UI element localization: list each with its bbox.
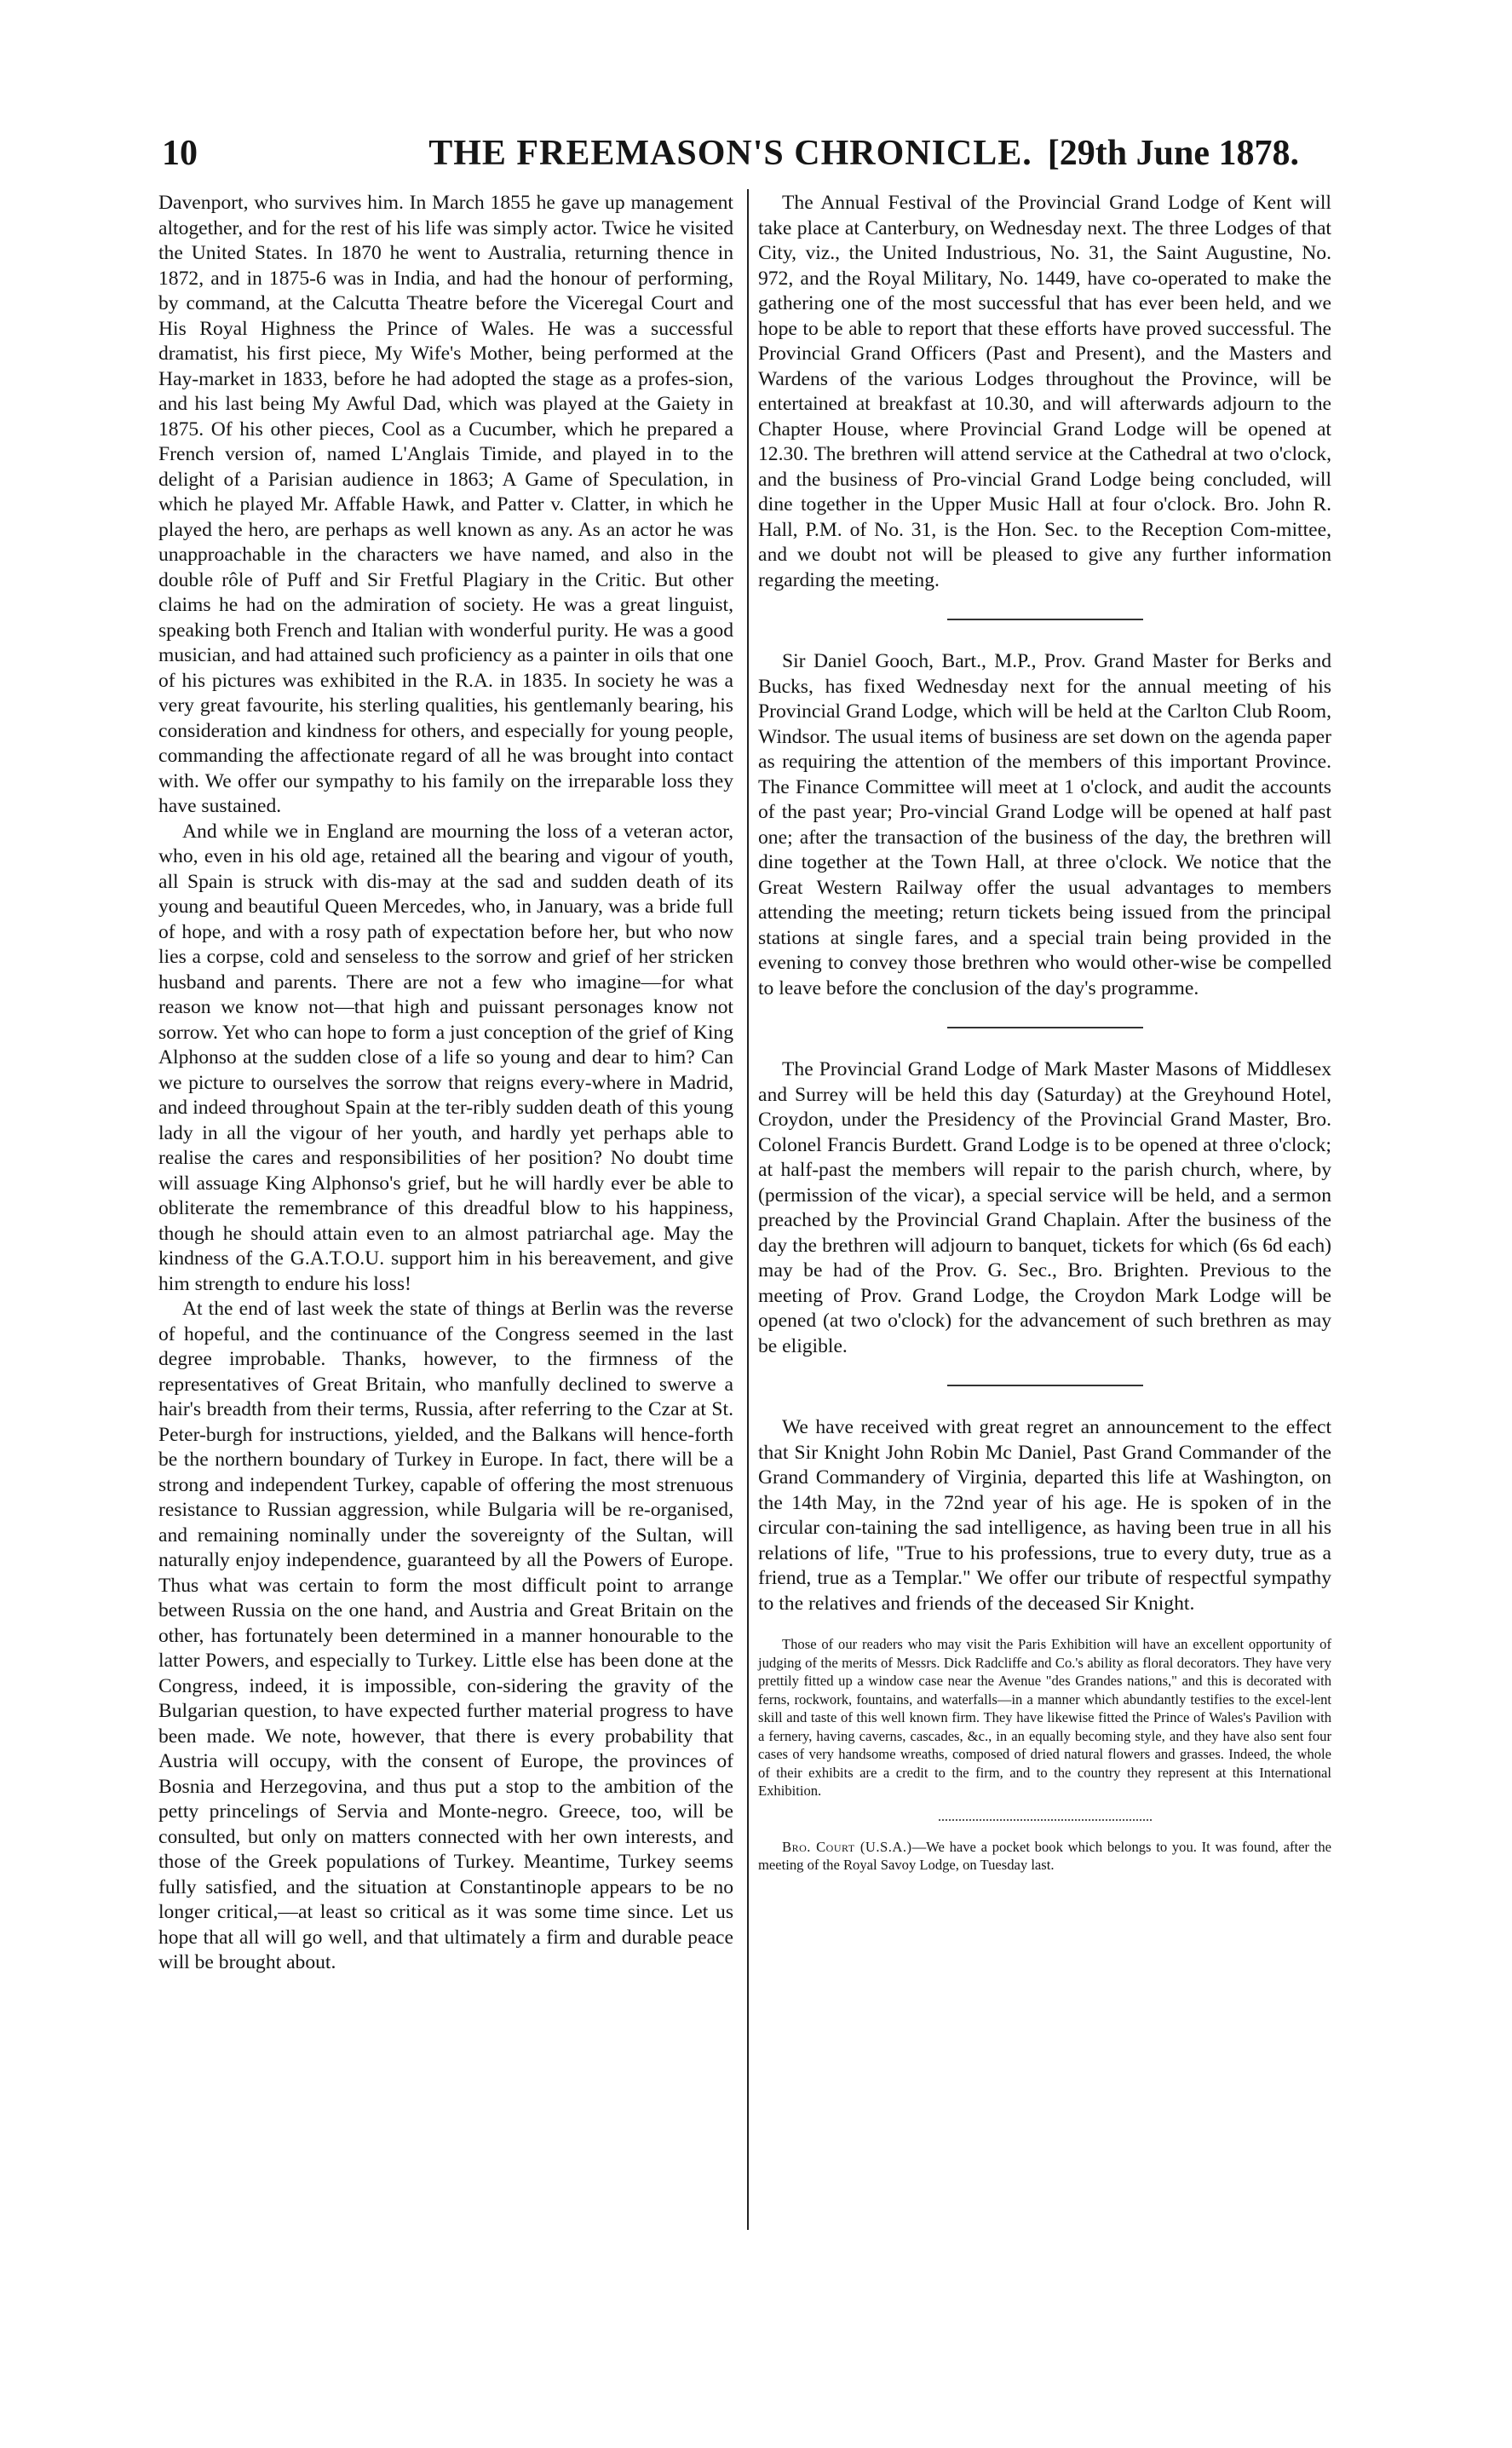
left-column [158,191,733,1976]
article-paragraph: And while we in England are mourning the loss of a veteran actor, who, even in his old age, retained all the bearing and vigour of youth, all Spain is struck with dis-may at the sad and sudden death of its young and beautiful Queen Mercedes, who, in January, was a bride full of hope, and with a rosy path of expectation before her, but who now lies a corpse, cold and senseless to the sorrow and grief of her stricken husband and parents. There are not a few who imagine—for what reason we know not—that high and puissant personages know not sorrow. Yet who can hope to form a just conception of the grief of King Alphonso at the sudden close of a life so young and dear to him? Can we picture to ourselves the sorrow that reigns every-where in Madrid, and indeed throughout Spain at the ter-ribly sudden death of this young lady in all the vigour of her youth, and hardly yet perhaps able to realise the cares and responsibilities of her position? No doubt time will assuage King Alphonso's grief, but he will hardly ever be able to obliterate the remembrance of this dreadful blow to his happiness, though he should attain even to an almost patriarchal age. May the kindness of the G.A.T.O.U. support him in his bereavement, and give him strength to endure his loss! [158,820,733,1295]
notice-text: —We have a pocket book which belongs to you. It was found, after the meeting of the Royal Savoy Lodge, on Tuesday last. [758,1838,1332,1873]
section-rule [939,1819,1152,1821]
article-paragraph: Davenport, who survives him. In March 1855 he gave up management altogether, and for the rest of his life was simply actor. Twice he visited the United States. In 1870 he went to Australia, returning thence in 1872, and in 1875-6 was in India, and had the honour of performing, by command, at the Calcutta Theatre before the Viceregal Court and His Royal Highness the Prince of Wales. He was a successful dramatist, his first piece, My Wife's Mother, being performed at the Hay-market in 1833, before he had adopted the stage as a profes-sion, and his last being My Awful Dad, which was played at the Gaiety in 1875. Of his other pieces, Cool as a Cucumber, which he prepared a French version of, named L'Anglais Timide, and played in to the delight of a Parisian audience in 1863; A Game of Speculation, in which he played Mr. Affable Hawk, and Patter v. Clatter, in which he played the hero, are perhaps as well known as any. As an actor he was unapproachable in the characters we have named, and also in the double rôle of Puff and Sir Fretful Plagiary in the Critic. But other claims he had on the admiration of society. He was a great linguist, speaking both French and Italian with wonderful purity. He was a good musician, and had attained such proficiency as a painter in oils that one of his pictures was exhibited in the R.A. in 1835. In society he was a very great favourite, his sterling qualities, his gentlemanly bearing, his consideration and kindness for others, and especially for young people, commanding the affectionate regard of all he was brought into contact with. We offer our sympathy to his family on the irreparable loss they have sustained. [158,192,733,817]
issue-date: [29th June 1878. [1047,134,1299,173]
notice-paragraph: The Provincial Grand Lodge of Mark Master Masons of Middlesex and Surrey will be held this day (Saturday) at the Greyhound Hotel, Croydon, under the Presidency of the Provincial Grand Master, Bro. Colonel Francis Burdett. Grand Lodge is to be opened at three o'clock; at half-past the members will repair to the parish church, where, by (permission of the vicar), a special service will be held, and a sermon preached by the Provincial Grand Chaplain. After the business of the day the brethren will adjourn to banquet, tickets for which (6s 6d each) may be had of the Prov. G. Sec., Bro. Brighten. Previous to the meeting of Prov. Grand Lodge, the Croydon Mark Lodge will be opened (at two o'clock) for the advancement of such brethren as may be eligible. [758,1058,1331,1357]
notice-paragraph: The Annual Festival of the Provincial Grand Lodge of Kent will take place at Canterbury, on Wednesday next. The three Lodges of that City, viz., the United Industrious, No. 31, the Saint Augustine, No. 972, and the Royal Military, No. 1449, have co-operated to make the gathering one of the most successful that has ever been held, and we hope to be able to report that these efforts have proved successful. The Provincial Grand Officers (Past and Present), and the Masters and Wardens of the various Lodges throughout the Province, will be entertained at breakfast at 10.30, and will afterwards adjourn to the Chapter House, where Provincial Grand Lodge will be opened at 12.30. The brethren will attend service at the Cathedral at two o'clock, and the business of Pro-vincial Grand Lodge being concluded, will dine together in the Upper Music Hall at four o'clock. Bro. John R. Hall, P.M. of No. 31, is the Hon. Sec. to the Reception Com-mittee, and we doubt not will be pleased to give any further information regarding the meeting. [758,192,1331,591]
publication-title: THE FREEMASON'S CHRONICLE. [428,134,1032,173]
section-rule [947,1027,1143,1028]
notice-paragraph [758,1838,1331,1875]
right-column [758,191,1331,1875]
section-rule [947,619,1143,620]
section-rule [947,1385,1143,1386]
masthead [162,128,1299,179]
notice-paragraph: Those of our readers who may visit the Paris Exhibition will have an excellent opportunity of judging of the merits of Messrs. Dick Radcliffe and Co.'s ability as floral decorators. They have very prettily fitted up a window case near the Avenue "des Grandes nations," and this is decorated with ferns, rockwork, fountains, and waterfalls—in a manner which abundantly testifies to the excel-lent skill and taste of this well known firm. They have likewise fitted the Prince of Wales's Pavilion with a fernery, having caverns, cascades, &c., in an equally becoming style, and they have also sent four cases of very handsome wreaths, composed of dried natural flowers and grasses. Indeed, the whole of their exhibits are a credit to the firm, and to the country they represent at this International Exhibition. [758,1636,1331,1799]
article-paragraph: At the end of last week the state of things at Berlin was the reverse of hopeful, and the continuance of the Congress seemed in the last degree improbable. Thanks, however, to the firmness of the representatives of Great Britain, who manfully declined to swerve a hair's breadth from their terms, Russia, after referring to the Czar at St. Peter-burgh for instructions, yielded, and the Balkans will hence-forth be the northern boundary of Turkey in Europe. In fact, there will be a strong and independent Turkey, capable of offering the most strenuous resistance to Russian aggression, while Bulgaria will be re-organised, and remaining nominally under the sovereignty of the Sultan, will naturally enjoy independence, guaranteed by all the Powers of Europe. Thus what was certain to form the most difficult point to arrange between Russia on the one hand, and Austria and Great Britain on the other, has fortunately been determined in a manner honourable to the latter Powers, and especially to Turkey. Little else has been done at the Congress, indeed, it is impossible, con-sidering the gravity of the Bulgarian question, to have expected further material progress to have been made. We note, however, that there is every probability that Austria will occupy, with the consent of Europe, the provinces of Bosnia and Herzegovina, and thus put a stop to the ambition of the petty princelings of Servia and Monte-negro. Greece, too, will be consulted, but only on matters connected with her own interests, and those of the Greek populations of Turkey. Meantime, Turkey seems fully satisfied, and the situation at Constantinople appears to be no longer critical,—at least so critical as it was some time since. Let us hope that all will go well, and that ultimately a firm and durable peace will be brought about. [158,1298,733,1973]
page-number: 10 [162,134,198,173]
notice-lead: Bro. Court (U.S.A.) [782,1838,912,1855]
column-rule [747,189,749,2230]
notice-paragraph: We have received with great regret an announcement to the effect that Sir Knight John Robin Mc Daniel, Past Grand Commander of the Grand Commandery of Virginia, departed this life at Washington, on the 14th May, in the 72nd year of his age. He is spoken of in the circular con-taining the sad intelligence, as having been true in all his relations of life, "True to his professions, true to every duty, true as a friend, true as a Templar." We offer our tribute of respectful sympathy to the relatives and friends of the deceased Sir Knight. [758,1416,1331,1615]
notice-paragraph: Sir Daniel Gooch, Bart., M.P., Prov. Grand Master for Berks and Bucks, has fixed Wednesday next for the annual meeting of his Provincial Grand Lodge, which will be held at the Carlton Club Room, Windsor. The usual items of business are set down on the agenda paper as requiring the attention of the members of this important Province. The Finance Committee will meet at 1 o'clock, and audit the accounts of the past year; Pro-vincial Grand Lodge will be opened at half past one; after the transaction of the business of the day, the brethren will dine together at the Town Hall, at three o'clock. We notice that the Great Western Railway offer the usual advantages to members attending the meeting; return tickets being issued from the principal stations at single fares, and a special train being provided in the evening to convey those brethren who would other-wise be compelled to leave before the conclusion of the day's programme. [758,650,1331,999]
